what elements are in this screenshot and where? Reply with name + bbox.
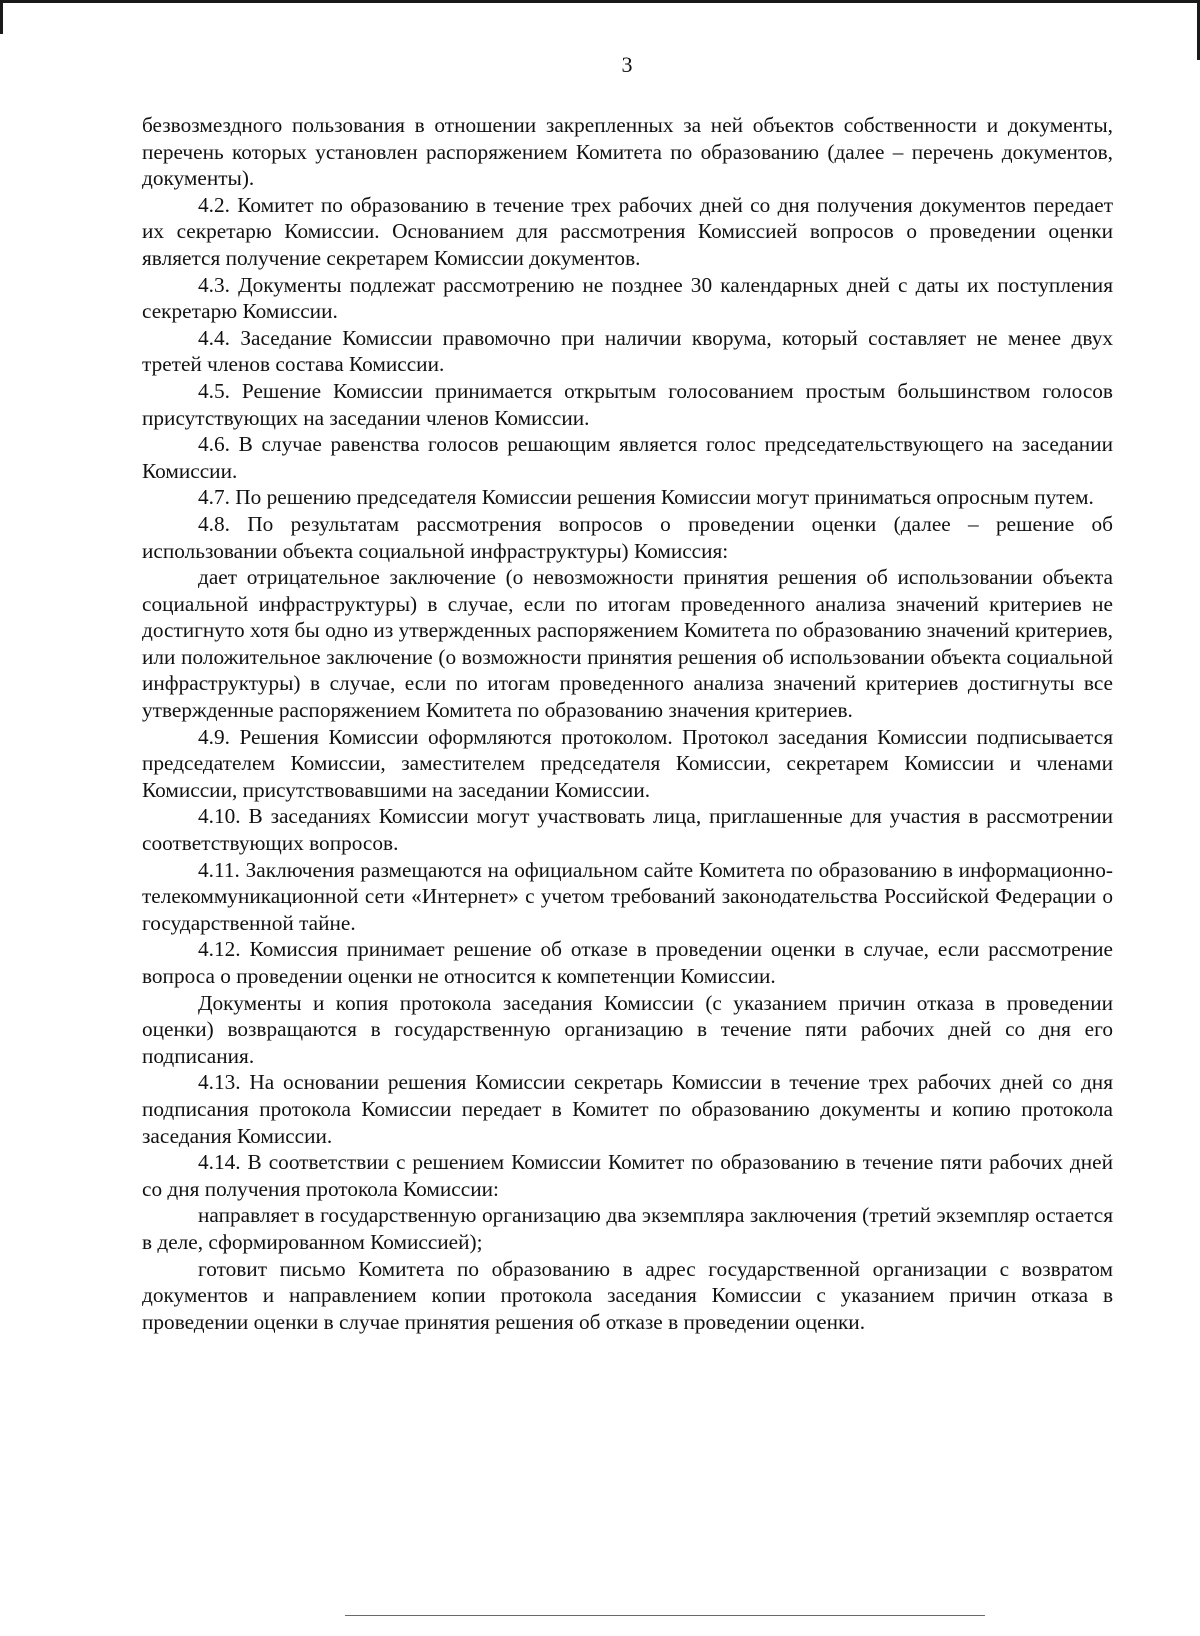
paragraph-4-12: 4.12. Комиссия принимает решение об отказе в проведении оценки в случае, если рассмотрение вопроса о проведении оценки не относится к компетенции Комиссии.	[142, 937, 1113, 988]
paragraph-4-11: 4.11. Заключения размещаются на официальном сайте Комитета по образованию в информационно-телекоммуникационной сети «Интернет» с учетом требований законодательства Российской Федерации о государственной тайне.	[142, 857, 1113, 935]
document-body	[142, 112, 1113, 1335]
paragraph-4-14: 4.14. В соответствии с решением Комиссии Комитет по образованию в течение пяти рабочих дней со дня получения протокола Комиссии:	[142, 1150, 1113, 1201]
paragraph-4-14-sends: направляет в государственную организацию два экземпляра заключения (третий экземпляр остается в деле, сформированном Комиссией);	[142, 1203, 1113, 1254]
paragraph-4-10: 4.10. В заседаниях Комиссии могут участвовать лица, приглашенные для участия в рассмотрении соответствующих вопросов.	[142, 804, 1113, 856]
paragraph-4-12-return: Документы и копия протокола заседания Комиссии (с указанием причин отказа в проведении оценки) возвращаются в государственную организацию в течение пяти рабочих дней со дня его подписания.	[142, 990, 1113, 1068]
paragraph-4-5: 4.5. Решение Комиссии принимается открытым голосованием простым большинством голосов присутствующих на заседании членов Комиссии.	[142, 378, 1113, 430]
scan-edge-bottom	[345, 1615, 985, 1616]
paragraph-continuation: безвозмездного пользования в отношении закрепленных за ней объектов собственности и документы, перечень которых установлен распоряжением Комитета по образованию (далее – перечень документов, документы).	[142, 113, 1113, 191]
paragraph-4-14-letter: готовит письмо Комитета по образованию в адрес государственной организации с возвратом документов и направлением копии протокола заседания Комиссии с указанием причин отказа в проведении оценки в случае принятия решения об отказе в проведении оценки.	[142, 1256, 1113, 1334]
paragraph-4-4: 4.4. Заседание Комиссии правомочно при наличии кворума, который составляет не менее двух третей членов состава Комиссии.	[142, 325, 1113, 377]
paragraph-4-3: 4.3. Документы подлежат рассмотрению не позднее 30 календарных дней с даты их поступления секретарю Комиссии.	[142, 272, 1113, 324]
page-number: 3	[621, 52, 633, 77]
scan-edge-left	[0, 0, 3, 34]
paragraph-4-7: 4.7. По решению председателя Комиссии решения Комиссии могут приниматься опросным путем.	[198, 485, 1094, 510]
paragraph-4-9: 4.9. Решения Комиссии оформляются протоколом. Протокол заседания Комиссии подписывается председателем Комиссии, заместителем председателя Комиссии, секретарем Комиссии и членами Комиссии, присутствовавшими на заседании Комиссии.	[142, 724, 1113, 802]
paragraph-4-13: 4.13. На основании решения Комиссии секретарь Комиссии в течение трех рабочих дней со дня подписания протокола Комиссии передает в Комитет по образованию документы и копию протокола заседания Комиссии.	[142, 1070, 1113, 1148]
scan-edge-top	[0, 0, 1200, 3]
paragraph-4-8: 4.8. По результатам рассмотрения вопросов о проведении оценки (далее – решение об использовании объекта социальной инфраструктуры) Комиссия:	[142, 511, 1113, 563]
paragraph-4-6: 4.6. В случае равенства голосов решающим является голос председательствующего на заседании Комиссии.	[142, 432, 1113, 483]
paragraph-4-2: 4.2. Комитет по образованию в течение трех рабочих дней со дня получения документов передает их секретарю Комиссии. Основанием для рассмотрения Комиссией вопросов о проведении оценки является получение секретарем Комиссии документов.	[142, 192, 1113, 270]
paragraph-4-8-conclusion: дает отрицательное заключение (о невозможности принятия решения об использовании объекта социальной инфраструктуры) в случае, если по итогам проведенного анализа значений критериев не достигнуто хотя бы одно из утвержденных распоряжением Комитета по образованию значений критериев, или положительное заключение (о возможности принятия решения об использовании объекта социальной инфраструктуры) в случае, если по итогам проведенного анализа значений критериев достигнуты все утвержденные распоряжением Комитета по образованию значения критериев.	[142, 565, 1113, 723]
